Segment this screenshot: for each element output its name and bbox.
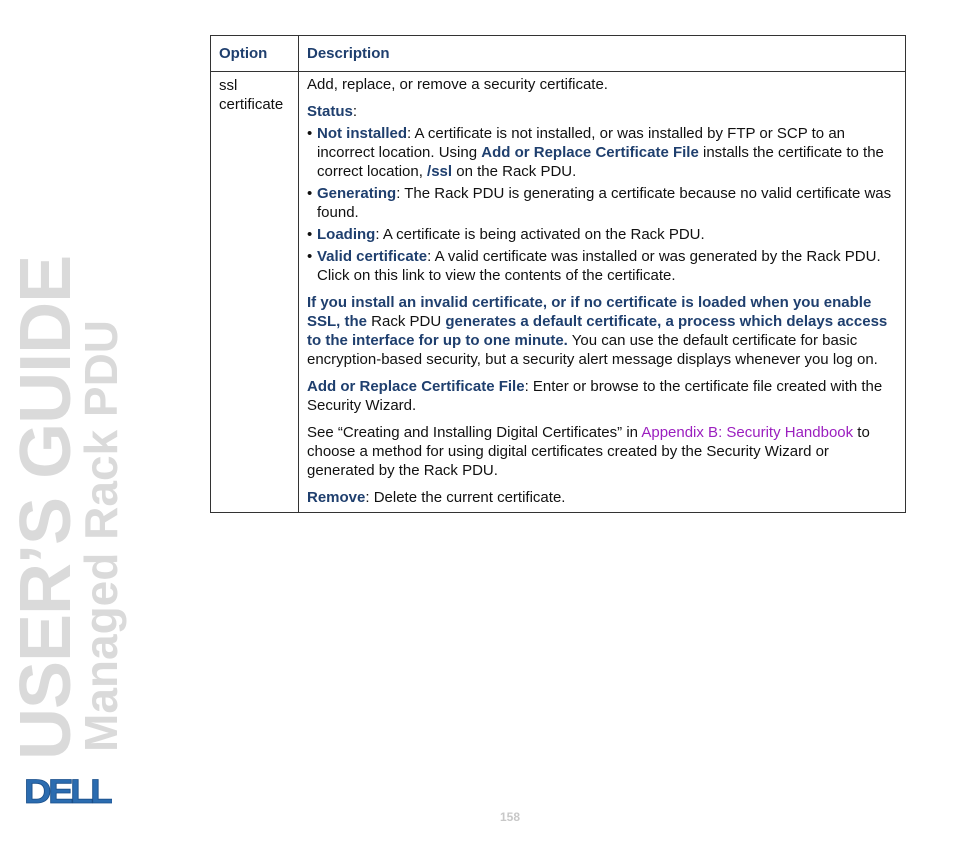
dell-logo-text: DELL bbox=[24, 776, 112, 806]
table-row bbox=[211, 72, 906, 513]
options-table bbox=[210, 35, 906, 513]
status-term: Generating bbox=[317, 185, 397, 202]
remove-text: : Delete the current certificate. bbox=[365, 489, 566, 506]
warning-text: You can use the default certificate for basic encryption-based security, but a security alert message displays whenever you log on. bbox=[307, 332, 878, 368]
warning-paragraph bbox=[307, 293, 897, 369]
status-item-valid-certificate bbox=[307, 247, 897, 285]
status-label: Status bbox=[307, 103, 353, 120]
guide-title: USER’S GUIDE bbox=[6, 255, 86, 760]
intro-text: Add, replace, or remove a security certificate. bbox=[307, 76, 608, 93]
status-text: : The Rack PDU is generating a certificate because no valid certificate was found. bbox=[317, 185, 892, 221]
dell-logo bbox=[24, 776, 112, 806]
remove-term: Remove bbox=[307, 489, 366, 506]
see-also-paragraph bbox=[307, 423, 897, 480]
warning-bold: generates a default certificate, a process which delays access to the interface for up to one minute. bbox=[307, 313, 888, 349]
description-cell bbox=[299, 72, 906, 513]
header-description: Description bbox=[299, 36, 906, 72]
status-text: installs the certificate to the correct location, bbox=[317, 144, 884, 180]
add-replace-text: : Enter or browse to the certificate file created with the Security Wizard. bbox=[307, 378, 883, 414]
add-replace-term: Add or Replace Certificate File bbox=[307, 378, 525, 395]
see-also-text: See “Creating and Installing Digital Certificates” in bbox=[307, 424, 642, 441]
table-header-row bbox=[211, 36, 906, 72]
status-term: Valid certificate bbox=[317, 248, 428, 265]
status-list bbox=[307, 124, 897, 285]
status-item-not-installed bbox=[307, 124, 897, 181]
status-text: : A certificate is being activated on the Rack PDU. bbox=[375, 226, 705, 243]
status-text: on the Rack PDU. bbox=[452, 163, 577, 180]
status-term: Not installed bbox=[317, 125, 408, 142]
side-title bbox=[6, 255, 127, 760]
status-item-loading bbox=[307, 225, 897, 244]
status-heading bbox=[307, 102, 897, 121]
warning-bold: If you install an invalid certificate, or if no certificate is loaded when you enable SSL, the bbox=[307, 294, 872, 330]
appendix-link[interactable]: Appendix B: Security Handbook bbox=[641, 424, 854, 441]
status-text: : A certificate is not installed, or was installed by FTP or SCP to an incorrect location. Using bbox=[317, 125, 846, 161]
status-text: : A valid certificate was installed or was generated by the Rack PDU. Click on this link to view the contents of the certificate. bbox=[317, 248, 881, 284]
warning-text: Rack PDU bbox=[367, 313, 446, 330]
status-term: Loading bbox=[317, 226, 376, 243]
product-title: Managed Rack PDU bbox=[75, 319, 127, 752]
see-also-text: to choose a method for using digital certificates created by the Security Wizard or generated by the Rack PDU. bbox=[307, 424, 870, 479]
status-term: Add or Replace Certificate File bbox=[481, 144, 699, 161]
add-replace-paragraph bbox=[307, 377, 897, 415]
remove-paragraph bbox=[307, 488, 897, 507]
page-number: 158 bbox=[500, 810, 521, 824]
status-colon: : bbox=[352, 103, 358, 120]
status-item-generating bbox=[307, 184, 897, 222]
status-term: /ssl bbox=[427, 163, 453, 180]
header-option: Option bbox=[211, 36, 299, 72]
option-name: ssl certificate bbox=[211, 72, 299, 513]
